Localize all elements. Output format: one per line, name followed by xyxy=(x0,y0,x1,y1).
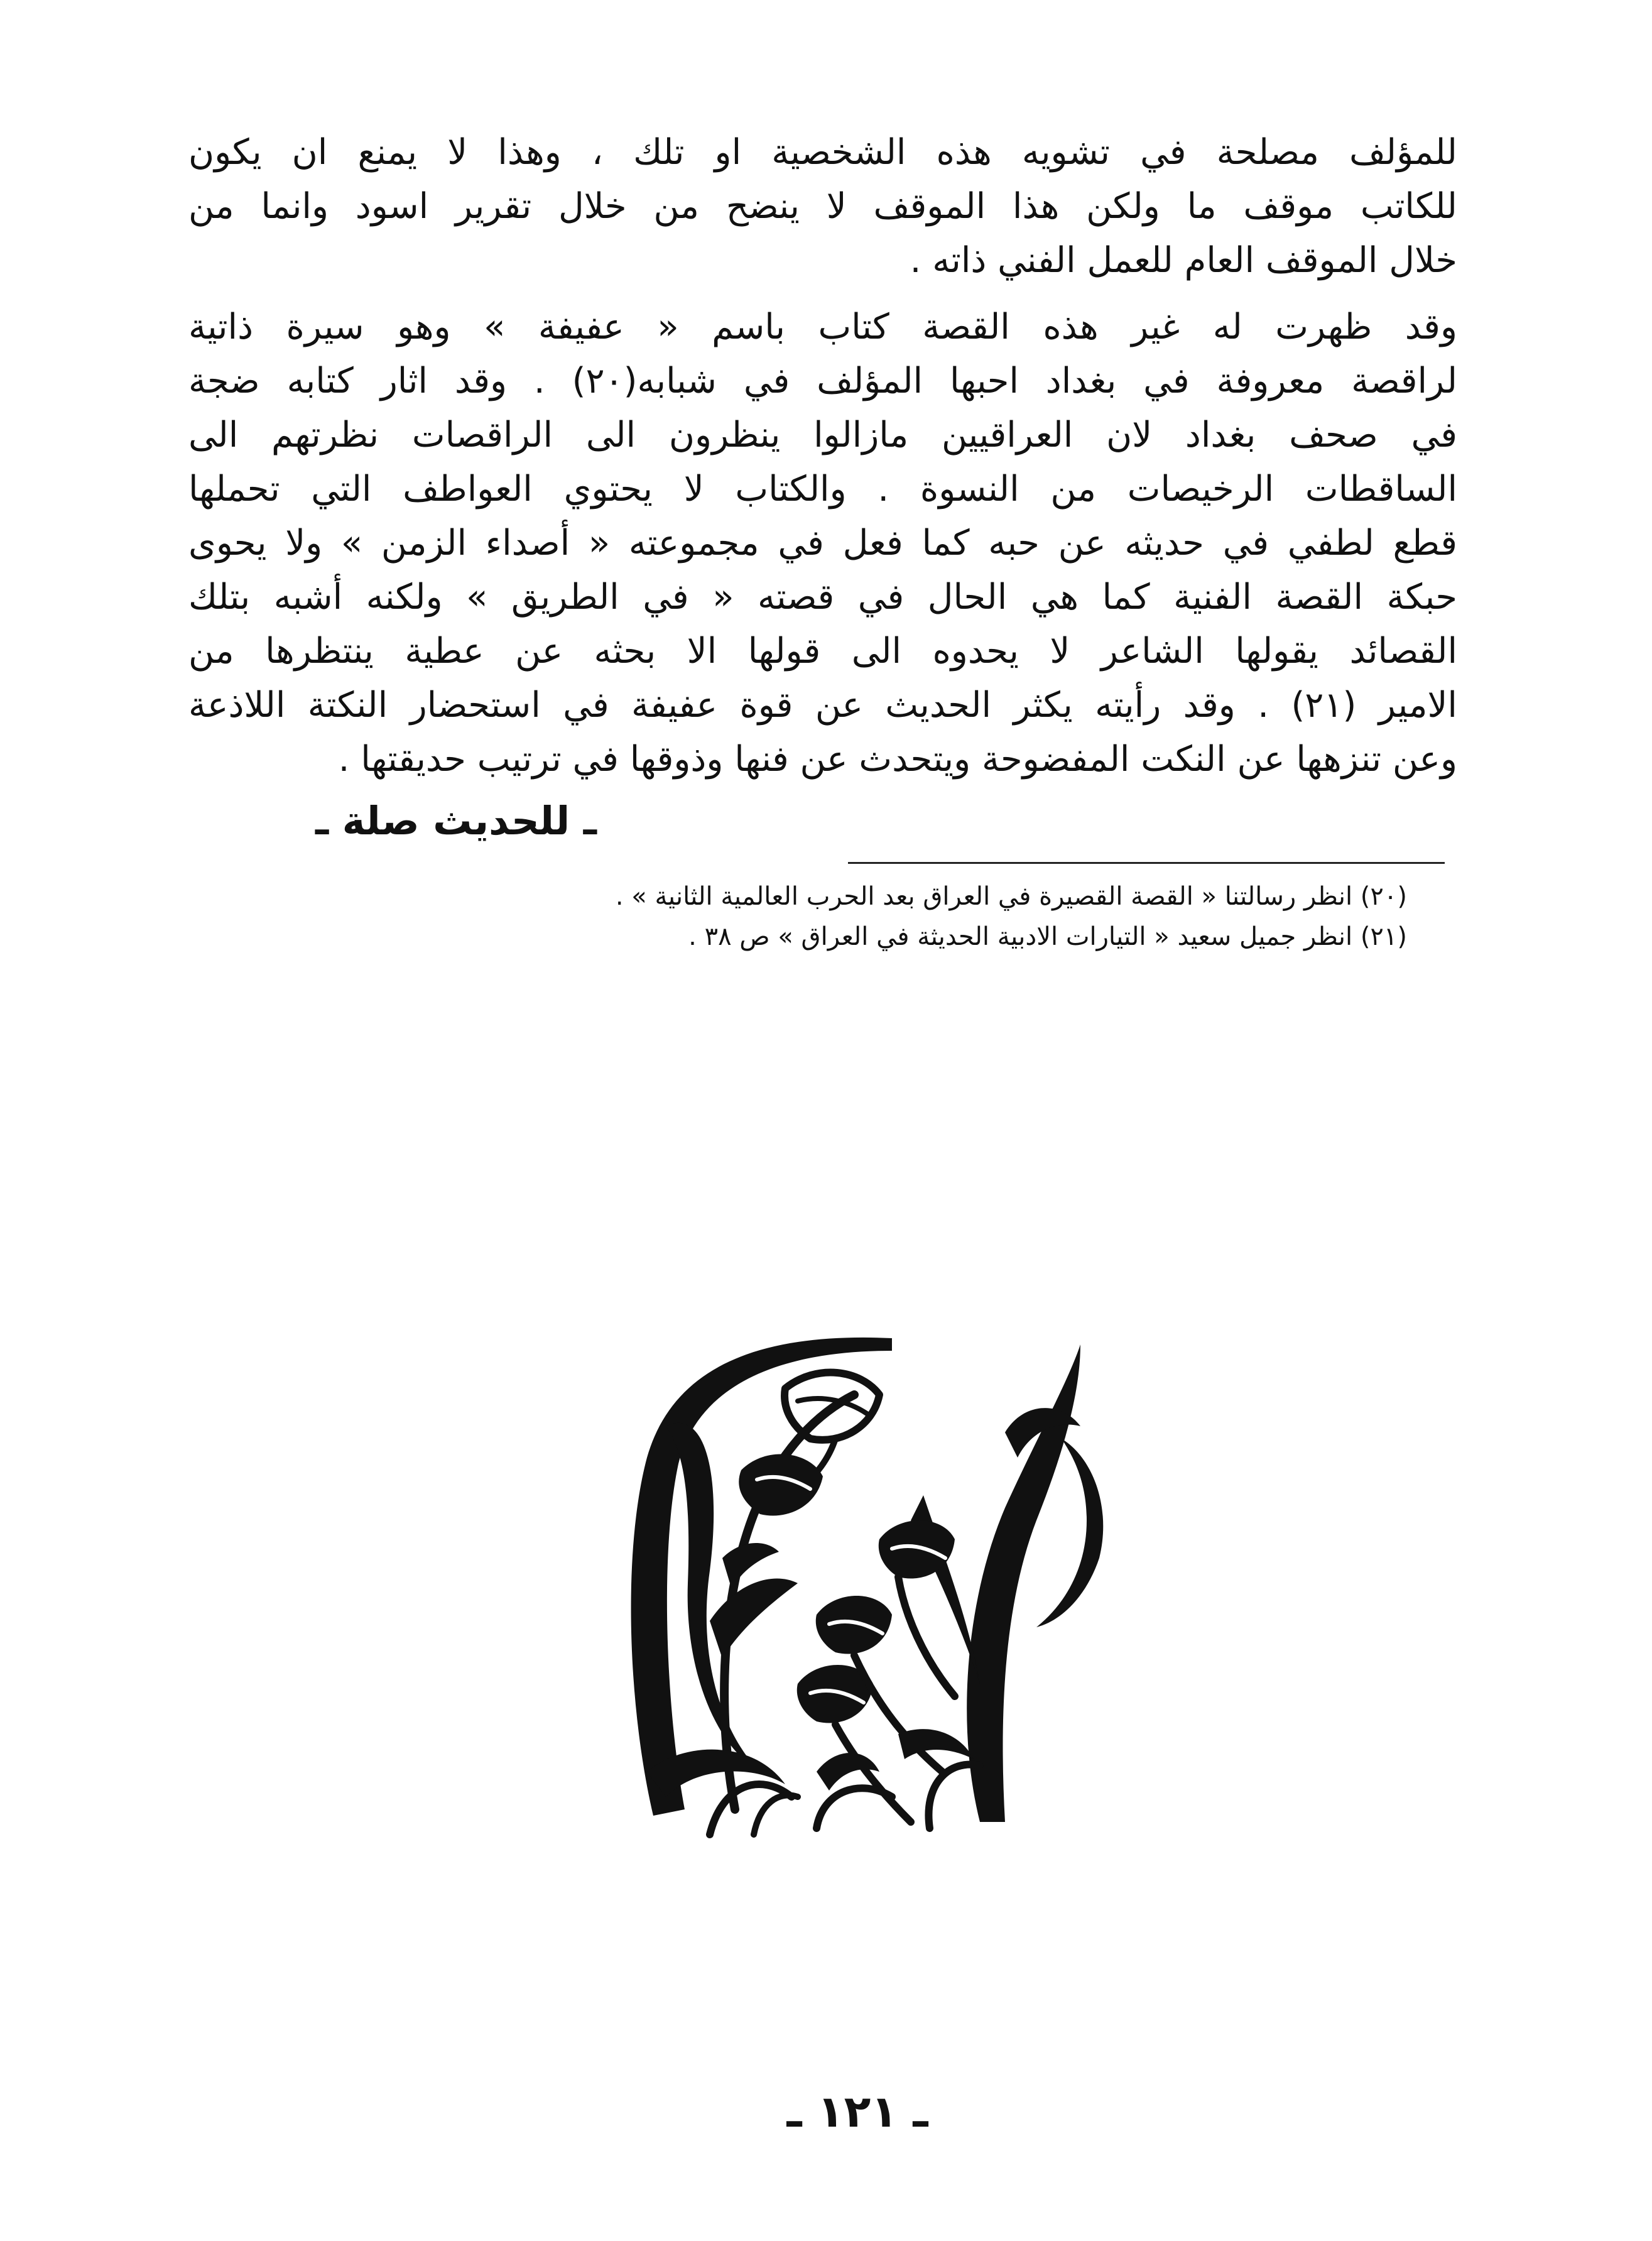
text-line: الامير (٢١) . وقد رأيته يكثر الحديث عن قوة عفيفة في استحضار النكتة اللاذعة xyxy=(188,685,1457,726)
tulip-ornament-icon xyxy=(628,1332,1124,1847)
text-line: حبكة القصة الفنية كما هي الحال في قصته « في الطريق » ولكنه أشبه بتلك xyxy=(188,577,1457,618)
text-line: الساقطات الرخيصات من النسوة . والكتاب لا يحتوي العواطف التي تحملها xyxy=(188,469,1457,510)
footnote-divider xyxy=(848,862,1445,864)
text-line: للكاتب موقف ما ولكن هذا الموقف لا ينضح من خلال تقرير اسود وانما من xyxy=(188,186,1457,227)
text-line: وقد ظهرت له غير هذه القصة كتاب باسم « عفيفة » وهو سيرة ذاتية xyxy=(188,307,1457,347)
text-line: قطع لطفي في حديثه عن حبه كما فعل في مجموعته « أصداء الزمن » ولا يحوى xyxy=(188,523,1457,564)
text-line: لراقصة معروفة في بغداد احبها المؤلف في شبابه(٢٠) . وقد اثار كتابه ضجة xyxy=(188,361,1458,401)
text-line: في صحف بغداد لان العراقيين مازالوا ينظرون الى الراقصات نظرتهم الى xyxy=(188,415,1457,455)
page-number: ـ ١٢١ ـ xyxy=(786,2086,928,2137)
footnotes xyxy=(377,876,1407,957)
footnote: (٢١) انظر جميل سعيد « التيارات الادبية الحديثة في العراق » ص ٣٨ . xyxy=(688,922,1407,951)
footnote: (٢٠) انظر رسالتنا « القصة القصيرة في العراق بعد الحرب العالمية الثانية » . xyxy=(615,882,1407,911)
text-line: وعن تنزهها عن النكت المفضوحة ويتحدث عن فنها وذوقها في ترتيب حديقتها . xyxy=(338,739,1457,780)
paragraph-2 xyxy=(188,300,1457,787)
to-be-continued: ـ للحديث صلة ـ xyxy=(315,798,597,844)
text-line: القصائد يقولها الشاعر لا يحدوه الى قولها الا بحثه عن عطية ينتظرها من xyxy=(188,631,1457,672)
paragraph-1 xyxy=(188,126,1457,288)
text-line: للمؤلف مصلحة في تشويه هذه الشخصية او تلك ، وهذا لا يمنع ان يكون xyxy=(188,132,1457,173)
text-line: خلال الموقف العام للعمل الفني ذاته . xyxy=(910,240,1457,281)
